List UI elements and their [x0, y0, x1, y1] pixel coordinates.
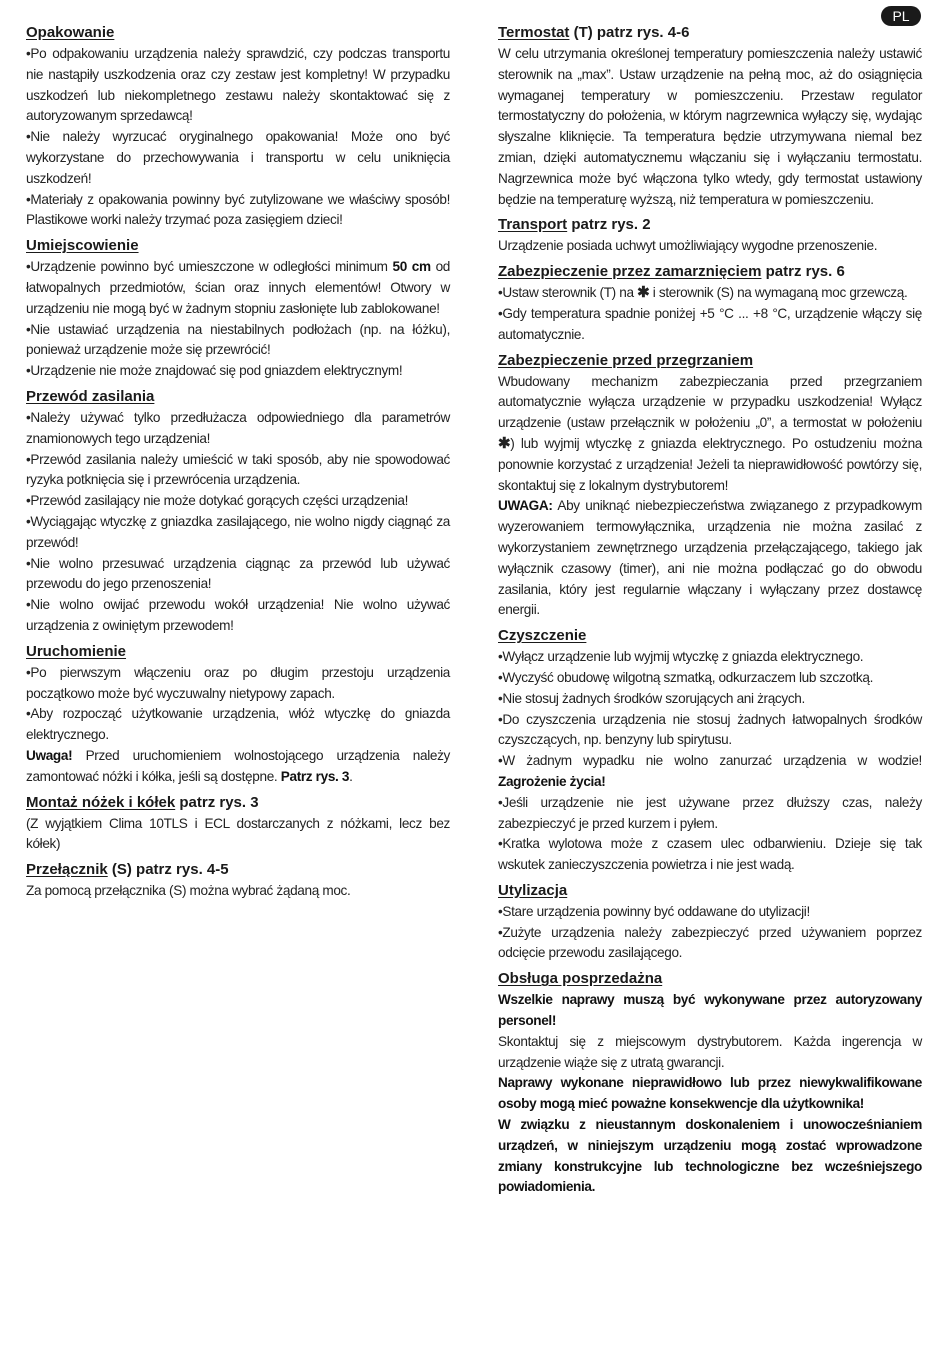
section-title: Uruchomienie — [26, 642, 127, 660]
paragraph: •Wyłącz urządzenie lub wyjmij wtyczkę z gniazda elektrycznego. — [498, 649, 864, 665]
section-switch — [26, 859, 450, 902]
paragraph: •Ustaw sterownik (T) na ✱ i sterownik (S) na wymaganą moc grzewczą. — [498, 284, 908, 302]
section-startup — [26, 641, 450, 788]
section-title: Montaż nóżek i kółek patrz rys. 3 — [26, 793, 259, 811]
section-title: Opakowanie — [26, 24, 115, 41]
right-column — [498, 22, 922, 1198]
paragraph: UWAGA: Aby uniknąć niebezpieczeństwa związanego z przypadkowym wyzerowaniem termowyłącznika, urządzenia nie można zasilać z wykorzystaniem zewnętrznego urządzenia przełączającego, takiego jak wyłącznik czasowy (timer), ani nie można podłączać go do obwodu zasilania, który jest regularnie włączany i wyłączany przez dostawcę energii. — [498, 498, 922, 618]
section-title: Utylizacja — [498, 881, 568, 899]
section-title: Czyszczenie — [498, 627, 587, 645]
paragraph: •Po odpakowaniu urządzenia należy sprawdzić, czy podczas transportu nie nastąpiły uszkodzenia oraz czy zestaw jest kompletny! W przypadku uszkodzeń lub niekompletnego zestawu należy skontaktować się z autoryzowanym sprzedawcą! — [26, 46, 450, 124]
paragraph: Naprawy wykonane nieprawidłowo lub przez niewykwalifikowane osoby mogą mieć poważne konsekwencje dla użytkownika! — [498, 1075, 922, 1112]
language-badge: PL — [881, 6, 921, 26]
paragraph: •Do czyszczenia urządzenia nie stosuj żadnych łatwopalnych środków czyszczących, np. benzyny lub spirytusu. — [498, 711, 922, 748]
paragraph: •Zużyte urządzenia należy zabezpieczyć przed używaniem poprzez odcięcie przewodu zasilającego. — [498, 924, 922, 961]
section-overheat-protection — [498, 350, 922, 622]
section-title: Przełącznik (S) patrz rys. 4-5 — [26, 861, 229, 879]
paragraph: Za pomocą przełącznika (S) można wybrać żądaną moc. — [26, 883, 351, 899]
paragraph: W celu utrzymania określonej temperatury pomieszczenia należy ustawić sterownik na „max”. Ustaw urządzenie na pełną moc, aż do osiągnięcia wymaganej temperatury w pomieszczeniu. Przestaw regulator termostatyczny do położenia, w którym nagrzewnica wyłączy się, wydając słyszalne kliknięcie. Ta temperatura będzie utrzymywana niemal bez zmian, dzięki automatycznemu włączaniu się i wyłączaniu termostatu. Nagrzewnica może być włączona tylko wtedy, gdy termostat ustawiony będzie na temperaturę wyższą, niż temperatura w pomieszczeniu. — [498, 46, 922, 207]
paragraph: •Kratka wylotowa może z czasem ulec odbarwieniu. Dzieje się tak wskutek zanieczyszczenia powietrza i nie jest wadą. — [498, 836, 922, 873]
section-title: Przewód zasilania — [26, 387, 155, 405]
paragraph: •Nie wolno owijać przewodu wokół urządzenia! Nie wolno używać urządzenia z owiniętym przewodem! — [26, 597, 450, 633]
section-title: Termostat (T) patrz rys. 4-6 — [498, 24, 690, 41]
paragraph: •Nie ustawiać urządzenia na niestabilnych podłożach (np. na łóżku), ponieważ urządzenie może się przewrócić! — [26, 321, 450, 358]
paragraph: •Urządzenie powinno być umieszczone w odległości minimum 50 cm od łatwopalnych przedmiotów, ścian oraz innych elementów! Otwory w urządzeniu nie mogą być w żadnym stopniu zasłonięte lub zablokowane! — [26, 259, 450, 316]
paragraph: •Jeśli urządzenie nie jest używane przez dłuższy czas, należy zabezpieczyć je przed kurzem i pyłem. — [498, 794, 922, 831]
section-disposal — [498, 880, 922, 964]
section-title: Umiejscowienie — [26, 237, 139, 255]
section-title: Zabezpieczenie przed przegrzaniem — [498, 351, 754, 369]
section-placement — [26, 235, 450, 382]
paragraph: •Materiały z opakowania powinny być zutylizowane we właściwy sposób! Plastikowe worki należy trzymać poza zasięgiem dzieci! — [26, 191, 450, 228]
paragraph: •Przewód zasilania należy umieścić w taki sposób, aby nie spowodować ryzyka potknięcia się i przewrócenia urządzenia. — [26, 451, 450, 488]
paragraph: Wszelkie naprawy muszą być wykonywane przez autoryzowany personel! — [498, 992, 922, 1029]
paragraph: •Aby rozpocząć użytkowanie urządzenia, włóż wtyczkę do gniazda elektrycznego. — [26, 706, 450, 743]
section-title: Zabezpieczenie przez zamarznięciem patrz rys. 6 — [498, 263, 845, 281]
frost-symbol-icon: ✱ — [637, 284, 650, 302]
paragraph: •Gdy temperatura spadnie poniżej +5 °C ... +8 °C, urządzenie włączy się automatycznie. — [498, 305, 922, 342]
section-frost-protection — [498, 261, 922, 345]
section-thermostat — [498, 22, 922, 210]
paragraph: •Wyczyść obudowę wilgotną szmatką, odkurzaczem lub szczotką. — [498, 669, 873, 685]
section-feet — [26, 792, 450, 856]
paragraph: •Stare urządzenia powinny być oddawane do utylizacji! — [498, 903, 810, 919]
paragraph: W związku z nieustannym doskonaleniem i unowocześnianiem urządzeń, w niniejszym urządzeniu mogą zostać wprowadzone zmiany konstrukcyjne lub technologiczne bez wcześniejszego powiadomienia. — [498, 1117, 922, 1195]
paragraph: Urządzenie posiada uchwyt umożliwiający wygodne przenoszenie. — [498, 238, 878, 254]
section-title: Obsługa posprzedażna — [498, 970, 663, 988]
paragraph: Uwaga! Przed uruchomieniem wolnostojącego urządzenia należy zamontować nóżki i kółka, jeśli są dostępne. Patrz rys. 3. — [26, 747, 450, 784]
paragraph: •Nie należy wyrzucać oryginalnego opakowania! Może ono być wykorzystane do przechowywania i transportu w celu uniknięcia uszkodzeń! — [26, 129, 450, 186]
section-after-sales-service — [498, 968, 922, 1198]
paragraph: •Urządzenie nie może znajdować się pod gniazdem elektrycznym! — [26, 363, 403, 379]
paragraph: •Przewód zasilający nie może dotykać gorących części urządzenia! — [26, 493, 409, 509]
section-cleaning — [498, 625, 922, 876]
paragraph: •W żadnym wypadku nie wolno zanurzać urządzenia w wodzie! Zagrożenie życia! — [498, 753, 922, 789]
paragraph: •Po pierwszym włączeniu oraz po długim przestoju urządzenia początkowo może być wyczuwalny nietypowy zapach. — [26, 664, 450, 701]
section-packaging — [26, 22, 450, 231]
section-title: Transport patrz rys. 2 — [498, 216, 651, 234]
paragraph: •Należy używać tylko przedłużacza odpowiedniego dla parametrów znamionowych tego urządzenia! — [26, 409, 450, 446]
paragraph: •Nie stosuj żadnych środków szorujących ani żrących. — [498, 690, 805, 706]
section-power-cord — [26, 386, 450, 637]
frost-symbol-icon: ✱ — [498, 434, 511, 452]
section-transport — [498, 214, 922, 257]
paragraph: Wbudowany mechanizm zabezpieczania przed przegrzaniem automatycznie wyłącza urządzenie w przypadku uszkodzenia! Wyłącz urządzenie (ustaw przełącznik w położeniu „0”, a termostat w położeniu ✱) lub wyjmij wtyczkę z gniazda elektrycznego. Po ostudzeniu można ponownie korzystać z urządzenia! Jeżeli ta nieprawidłowość powtórzy się, skontaktuj się z lokalnym dystrybutorem! — [498, 373, 922, 493]
left-column — [26, 22, 450, 902]
paragraph: •Nie wolno przesuwać urządzenia ciągnąc za przewód lub używać przewodu do jego przenoszenia! — [26, 555, 450, 592]
paragraph: (Z wyjątkiem Clima 10TLS i ECL dostarczanych z nóżkami, lecz bez kółek) — [26, 815, 450, 852]
paragraph: Skontaktuj się z miejscowym dystrybutorem. Każda ingerencja w urządzenie wiąże się z utratą gwarancji. — [498, 1033, 922, 1070]
paragraph: •Wyciągając wtyczkę z gniazdka zasilającego, nie wolno nigdy ciągnąć za przewód! — [26, 513, 450, 550]
